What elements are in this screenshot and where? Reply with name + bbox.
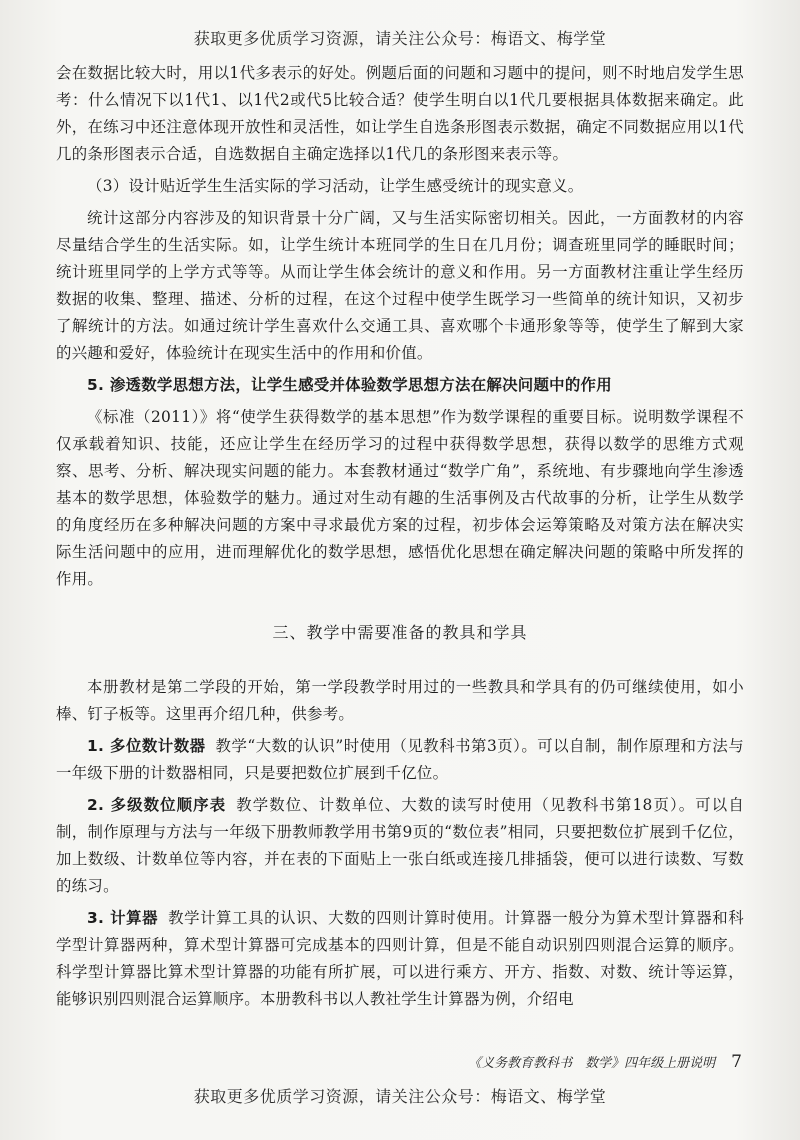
page-footer xyxy=(468,1052,742,1072)
paragraph: 统计这部分内容涉及的知识背景十分广阔，又与生活实际密切相关。因此，一方面教材的内容尽量结合学生的生活实际。如，让学生统计本班同学的生日在几月份；调查班里同学的睡眠时间；统计班里同学的上学方式等等。从而让学生体会统计的意义和作用。另一方面教材注重让学生经历数据的收集、整理、描述、分析的过程，在这个过程中使学生既学习一些简单的统计知识，又初步了解统计的方法。如通过统计学生喜欢什么交通工具、喜欢哪个卡通形象等等，使学生了解到大家的兴趣和爱好，体验统计在现实生活中的作用和价值。 xyxy=(56,209,744,362)
paragraph: 会在数据比较大时，用以1代多表示的好处。例题后面的问题和习题中的提问，则不时地启发学生思考：什么情况下以1代1、以1代2或代5比较合适？使学生明白以1代几要根据具体数据来确定。此外，在练习中还注意体现开放性和灵活性，如让学生自选条形图表示数据，确定不同数据应用以1代几的条形图表示合适，自选数据自主确定选择以1代几的条形图来表示等。 xyxy=(56,64,744,163)
section-heading: 三、教学中需要准备的教具和学具 xyxy=(272,623,528,642)
paragraph: （3）设计贴近学生生活实际的学习活动，让学生感受统计的现实意义。 xyxy=(87,177,584,195)
watermark-bottom: 获取更多优质学习资源，请关注公众号：梅语文、梅学堂 xyxy=(193,1087,607,1106)
list-item-title: 3. 计算器 xyxy=(87,909,159,927)
list-item xyxy=(56,792,744,900)
list-item xyxy=(56,733,744,787)
paragraph: 《标准（2011）》将“使学生获得数学的基本思想”作为数学课程的重要目标。说明数学课程不仅承载着知识、技能，还应让学生在经历学习的过程中获得数学思想，获得以数学的思维方式观察、思考、分析、解决现实问题的能力。本套教材通过“数学广角”，系统地、有步骤地向学生渗透基本的数学思想，体验数学的魅力。通过对生动有趣的生活事例及古代故事的分析，让学生从数学的角度经历在多种解决问题的方案中寻求最优方案的过程，初步体会运筹策略及对策方法在解决实际生活问题中的应用，进而理解优化的数学思想，感悟优化思想在确定解决问题的策略中所发挥的作用。 xyxy=(56,408,744,588)
list-item-body: 教学计算工具的认识、大数的四则计算时使用。计算器一般分为算术型计算器和科学型计算器两种，算术型计算器可完成基本的四则计算，但是不能自动识别四则混合运算的顺序。科学型计算器比算术型计算器的功能有所扩展，可以进行乘方、开方、指数、对数、统计等运算，能够识别四则混合运算顺序。本册教科书以人教社学生计算器为例，介绍电 xyxy=(56,909,744,1008)
footer-book-title: 《义务教育教科书 数学》四年级上册说明 xyxy=(468,1056,716,1071)
watermark-top: 获取更多优质学习资源，请关注公众号：梅语文、梅学堂 xyxy=(193,29,607,48)
list-item-body: 教学数位、计数单位、大数的读写时使用（见教科书第18页）。可以自制，制作原理与方法与一年级下册教师教学用书第9页的“数位表”相同，只要把数位扩展到千亿位，加上数级、计数单位等内容，并在表的下面贴上一张白纸或连接几排插袋，便可以进行读数、写数的练习。 xyxy=(56,796,745,895)
list-item-title: 1. 多位数计数器 xyxy=(87,737,206,755)
paragraph: 本册教材是第二学段的开始，第一学段教学时用过的一些教具和学具有的仍可继续使用，如小棒、钉子板等。这里再介绍几种，供参考。 xyxy=(56,678,744,723)
body-text xyxy=(56,60,744,1013)
list-item-title: 2. 多级数位顺序表 xyxy=(87,796,227,814)
list-item xyxy=(56,905,744,1013)
subheading: 5. 渗透数学思想方法，让学生感受并体验数学思想方法在解决问题中的作用 xyxy=(87,376,612,394)
list-item-body: 教学“大数的认识”时使用（见教科书第3页）。可以自制，制作原理和方法与一年级下册的计数器相同，只是要把数位扩展到千亿位。 xyxy=(56,737,744,782)
page-number: 7 xyxy=(731,1052,742,1072)
